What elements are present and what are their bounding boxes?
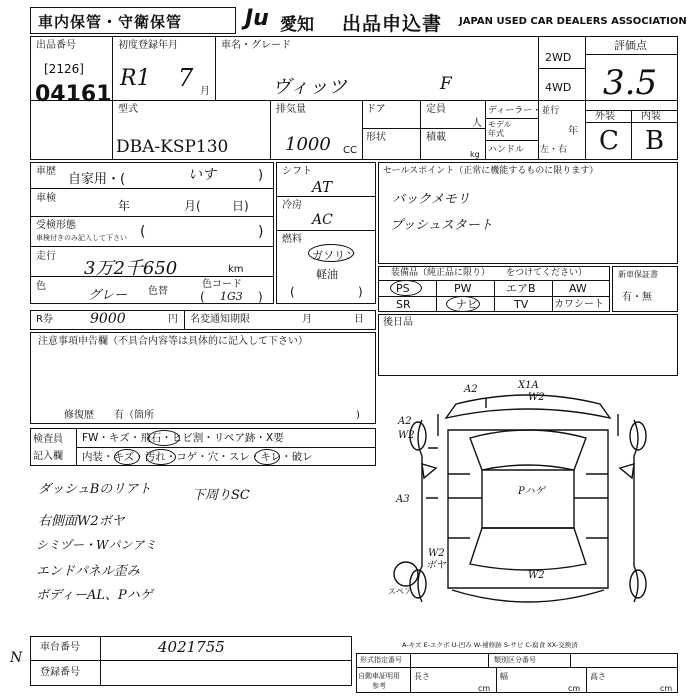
diagram-legend: A-キズ E-エクボ U-凹み W-補修跡 S-サビ C-腐食 XX-交換済 (402, 641, 578, 649)
length-label: 長さ (414, 672, 430, 681)
inspector-circle-dirt (146, 449, 176, 465)
inspector-circle-scratch (114, 449, 140, 465)
equip-tv: TV (514, 298, 529, 311)
diag-mark-a2-left: A2 (398, 416, 412, 427)
inspector-row-2: 内装・キズ・汚れ・コゲ・穴・スレ・キレ・破レ (82, 451, 313, 463)
first-registration-month: 7 (178, 64, 194, 92)
mileage-unit: km (228, 264, 244, 275)
displacement-label: 排気量 (276, 104, 306, 115)
equip-pw: PW (454, 282, 472, 295)
capacity-unit: 人 (472, 118, 482, 129)
color-change-label: 色替 (148, 286, 168, 297)
diag-mark-paint: Pハゲ (518, 486, 545, 497)
handle-options: 左・右 (540, 145, 568, 155)
color-label: 色 (36, 281, 46, 292)
repair-history-close: ) (356, 410, 360, 421)
car-name-value: ヴィッツ (272, 76, 347, 98)
storage-badge-text: 車内保管・守衛保管 (38, 13, 183, 31)
year-unit: 年 (568, 126, 578, 137)
remark-2: 下周りSC (192, 488, 250, 503)
inspector-label-2: 記入欄 (33, 451, 63, 462)
car-name-label: 車名・グレード (221, 40, 291, 51)
tax-notice-month: 月 (302, 314, 312, 325)
diag-mark-w2-left: W2 (398, 430, 415, 441)
drive-2wd: 2WD (545, 51, 572, 64)
cooling-label: 冷房 (282, 200, 302, 211)
mileage-label: 走行 (36, 251, 56, 262)
inspection-month: 月( (184, 199, 201, 213)
diag-mark-w2-top: W2 (528, 392, 545, 403)
diag-mark-x1a: X1A (518, 380, 539, 391)
history-note: いす (188, 167, 216, 183)
color-code-open: ( (200, 290, 205, 304)
form-title: 出品申込書 (342, 13, 443, 35)
recycle-value: 9000 (90, 311, 126, 327)
ref-label: 参考 (372, 682, 386, 690)
color-code-label: 色コード (202, 279, 242, 290)
sales-point-2: プッシュスタート (390, 218, 493, 233)
drive-4wd: 4WD (545, 81, 572, 94)
remark-6: ボディーAL、Pハゲ (36, 588, 153, 603)
remark-1: ダッシュBのリアト (38, 482, 152, 497)
equip-ps-circle (390, 280, 422, 296)
recycle-unit: 円 (168, 314, 178, 325)
inspector-circle-chip (148, 430, 180, 446)
inspection-day: 日) (232, 199, 249, 213)
color-value: グレー (88, 288, 128, 303)
displacement-unit: CC (343, 145, 357, 156)
cert-label: 自動車証明用 (358, 672, 400, 680)
tax-notice-label: 名変通知期限 (190, 314, 250, 325)
lot-number-label: 出品番号 (36, 40, 76, 51)
first-registration-label: 初度登録年月 (118, 40, 178, 51)
association-name: JAPAN USED CAR DEALERS ASSOCIATION (459, 16, 687, 27)
car-grade-value: F (440, 74, 452, 94)
mileage-value: 3万2千650 (84, 258, 178, 279)
later-docs-block (378, 314, 678, 376)
remark-4: シミヅー・Wパンアミ (36, 538, 157, 552)
fuel-label: 燃料 (282, 234, 302, 245)
corner-mark: N (10, 650, 23, 666)
chassis-label: 車台番号 (40, 642, 80, 653)
diag-mark-a3: A3 (396, 494, 410, 505)
remark-5: エンドパネル歪み (36, 564, 140, 579)
equip-aw: AW (569, 282, 587, 295)
displacement-value: 1000 (285, 134, 331, 155)
inspector-circle-rub (254, 449, 280, 465)
recycle-label: R券 (36, 314, 53, 325)
inspection-year: 年 (118, 199, 131, 213)
equipment-label: 装備品（純正品に限り） (391, 268, 491, 278)
receipt-open: ( (140, 224, 146, 240)
interior-label: 内装 (641, 111, 661, 122)
cooling-value: AC (312, 212, 333, 228)
load-label: 積載 (426, 132, 446, 143)
repair-history-label: 修復歴 (64, 410, 94, 421)
exterior-label: 外装 (595, 111, 615, 122)
spec-number-label: 形式指定番号 (360, 656, 402, 664)
logo-mark: Ju (245, 6, 269, 31)
interior-grade: B (645, 126, 665, 156)
logo-text: 愛知 (280, 15, 314, 35)
year-label: 年式 (488, 129, 504, 138)
first-registration-era: R1 (120, 66, 151, 91)
door-label: ドア (366, 104, 386, 115)
lot-bracket-number: [2126] (44, 62, 84, 76)
tax-notice-day: 日 (354, 314, 364, 325)
dealer-label: ディーラー・並行 (488, 106, 560, 116)
handle-label: ハンドル (488, 145, 525, 155)
sales-point-1: バックメモリ (392, 192, 470, 207)
diag-mark-w2-rl: W2 (428, 548, 445, 559)
new-car-warranty-opts: 有・無 (622, 292, 652, 303)
receipt-label: 受検形態 (36, 220, 76, 231)
history-value: 自家用・( (68, 172, 126, 187)
height-label: 高さ (590, 672, 606, 681)
equip-navi: ナビ (456, 298, 478, 311)
model-year-label: モデル (488, 120, 512, 129)
shift-label: シフト (282, 166, 312, 177)
rating-label: 評価点 (614, 39, 647, 52)
capacity-label: 定員 (426, 104, 446, 115)
exterior-grade: C (599, 126, 619, 156)
fuel-open: ( (290, 285, 295, 299)
width-unit: cm (568, 684, 581, 693)
equip-ps: PS (396, 282, 410, 295)
car-damage-diagram (378, 378, 678, 628)
model-value: DBA-KSP130 (116, 137, 229, 157)
model-label: 型式 (118, 104, 138, 115)
inspector-row-1: FW・キズ・飛石・ヒビ割・リペア跡・X要 (82, 432, 284, 444)
load-unit: kg (470, 150, 480, 159)
equip-sheet: カワシート (554, 299, 604, 310)
equip-sr: SR (396, 298, 411, 311)
spare-label: スペア (388, 587, 412, 596)
diag-mark-w2-rear: W2 (528, 570, 545, 581)
sales-points-block (378, 162, 678, 264)
remark-3: 右側面W2ボヤ (38, 514, 125, 529)
receipt-note: 車検付きのみ記入して下さい (36, 234, 127, 242)
length-unit: cm (478, 684, 491, 693)
lot-number: 04161 (35, 82, 112, 107)
equip-airbag: エアB (506, 282, 536, 295)
chassis-number: 4021755 (158, 638, 225, 656)
rating-value: 3.5 (603, 63, 658, 103)
diag-mark-a2-top: A2 (464, 384, 478, 395)
history-label: 車歴 (36, 166, 56, 177)
fuel-close: ) (358, 285, 363, 299)
inspection-label: 車検 (36, 193, 56, 204)
height-unit: cm (660, 684, 673, 693)
history-close: ) (258, 168, 264, 183)
shape-label: 形状 (366, 132, 386, 143)
class-number-label: 類別区分番号 (494, 656, 536, 664)
sales-points-label: セールスポイント（正常に機能するものに限ります） (383, 166, 599, 176)
shift-value: AT (312, 178, 333, 196)
receipt-close: ) (258, 224, 264, 240)
later-docs-label: 後日品 (383, 317, 413, 328)
fuel-diesel: 軽油 (316, 268, 338, 281)
equip-navi-circle (446, 296, 480, 312)
new-car-warranty-label: 新車保証書 (618, 270, 658, 279)
inspector-label-1: 検査員 (33, 434, 63, 445)
color-code-close: ) (258, 290, 263, 304)
diag-mark-boya: ボヤ (426, 560, 446, 571)
month-unit: 月 (200, 86, 210, 97)
fuel-gasoline: ガソリン (312, 249, 356, 262)
equipment-note: をつけてください） (506, 268, 588, 278)
color-code-value: 1G3 (220, 290, 243, 303)
registration-label: 登録番号 (40, 667, 80, 678)
notes-label: 注意事項申告欄（不具合内容等は具体的に記入して下さい） (38, 336, 308, 347)
repair-history-value: 有（箇所 (114, 410, 154, 421)
width-label: 幅 (500, 672, 508, 681)
